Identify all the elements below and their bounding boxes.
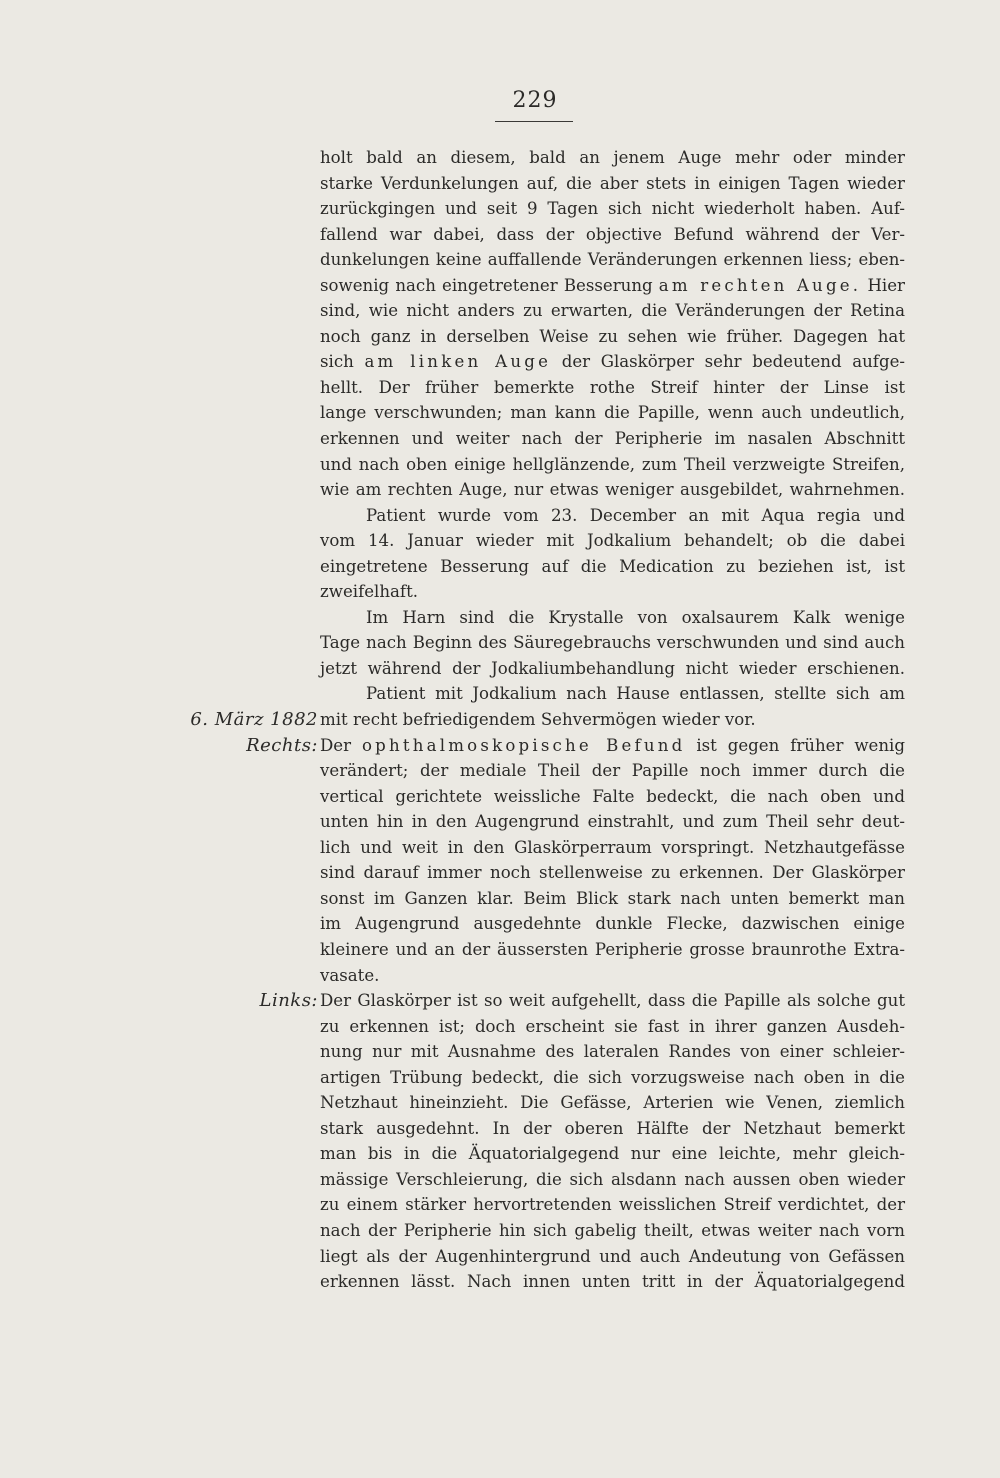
body-text	[190, 145, 905, 1295]
text-line	[190, 707, 905, 733]
text-line	[320, 860, 905, 886]
text-line	[320, 196, 905, 222]
text-line	[320, 1141, 905, 1167]
text-line	[320, 1269, 905, 1295]
margin-note: 6. März 1882	[190, 709, 318, 731]
spaced-emphasis: am rechten Auge.	[658, 275, 862, 295]
text-segment: Patient mit Jodkalium nach Hause entlassen, stellte sich am	[366, 684, 905, 704]
text-line	[320, 1116, 905, 1142]
text-line	[246, 733, 905, 759]
text-segment: Hier	[861, 275, 905, 295]
spaced-emphasis: ophthalmoskopische Befund	[361, 735, 686, 755]
text-line	[320, 349, 905, 375]
text-line	[320, 579, 905, 605]
text-line	[320, 784, 905, 810]
text-line	[320, 630, 905, 656]
text-segment: lich und weit in den Glaskörperraum vorspringt. Netzhautgefässe	[320, 837, 905, 857]
text-segment: Netzhaut hineinzieht. Die Gefässe, Arterien wie Venen, ziemlich	[320, 1093, 905, 1113]
text-line	[320, 835, 905, 861]
text-line	[259, 988, 905, 1014]
text-segment: sind darauf immer noch stellenweise zu erkennen. Der Glaskörper	[320, 863, 905, 883]
text-line	[320, 1039, 905, 1065]
text-segment: Im Harn sind die Krystalle von oxalsaurem Kalk wenige	[366, 607, 905, 627]
text-segment: zweifelhaft.	[320, 582, 419, 602]
margin-note: Rechts:	[246, 734, 318, 756]
text-segment: der Glaskörper sehr bedeutend aufge-	[551, 352, 905, 372]
page-number: 229	[512, 88, 558, 113]
text-line	[320, 605, 905, 631]
text-line	[320, 477, 905, 503]
text-line	[320, 656, 905, 682]
text-line	[320, 528, 905, 554]
text-line	[320, 886, 905, 912]
text-segment: man bis in die Äquatorialgegend nur eine leichte, mehr gleich-	[320, 1144, 905, 1164]
text-line	[320, 1192, 905, 1218]
page-number-rule	[495, 121, 573, 122]
text-segment: erkennen und weiter nach der Peripherie im nasalen Abschnitt	[320, 429, 905, 449]
text-line	[320, 400, 905, 426]
text-segment: Der Glaskörper ist so weit aufgehellt, dass die Papille als solche gut	[320, 991, 905, 1011]
text-segment: verändert; der mediale Theil der Papille noch immer durch die	[320, 761, 905, 781]
text-segment: Patient wurde vom 23. December an mit Aqua regia und	[366, 505, 905, 525]
text-segment: Tage nach Beginn des Säuregebrauchs verschwunden und sind auch	[320, 633, 905, 653]
text-segment: starke Verdunkelungen auf, die aber stets in einigen Tagen wieder	[320, 173, 905, 193]
text-segment: wie am rechten Auge, nur etwas weniger ausgebildet, wahrnehmen.	[320, 480, 905, 500]
text-line	[320, 809, 905, 835]
text-line	[320, 247, 905, 273]
text-segment: hellt. Der früher bemerkte rothe Streif hinter der Linse ist	[320, 377, 905, 397]
text-line	[320, 554, 905, 580]
text-segment: unten hin in den Augengrund einstrahlt, und zum Theil sehr deut-	[320, 812, 905, 832]
text-line	[320, 963, 905, 989]
text-line	[320, 758, 905, 784]
text-line	[320, 1014, 905, 1040]
text-segment: holt bald an diesem, bald an jenem Auge mehr oder minder	[320, 148, 905, 167]
text-segment: noch ganz in derselben Weise zu sehen wie früher. Dagegen hat	[320, 326, 905, 346]
text-segment: jetzt während der Jodkaliumbehandlung nicht wieder erschienen.	[320, 658, 905, 678]
text-line	[320, 452, 905, 478]
text-segment: mit recht befriedigendem Sehvermögen wieder vor.	[320, 710, 756, 730]
text-segment: zurückgingen und seit 9 Tagen sich nicht wiederholt haben. Auf-	[320, 199, 905, 219]
text-segment: und nach oben einige hellglänzende, zum Theil verzweigte Streifen,	[320, 454, 905, 474]
text-segment: sonst im Ganzen klar. Beim Blick stark nach unten bemerkt man	[320, 888, 905, 908]
text-line	[320, 171, 905, 197]
text-line	[320, 273, 905, 299]
text-line	[320, 1090, 905, 1116]
text-segment: fallend war dabei, dass der objective Befund während der Ver-	[320, 224, 905, 244]
spaced-emphasis: am linken Auge	[364, 352, 552, 372]
text-segment: stark ausgedehnt. In der oberen Hälfte der Netzhaut bemerkt	[320, 1118, 905, 1138]
text-segment: eingetretene Besserung auf die Medication zu beziehen ist, ist	[320, 556, 905, 576]
text-line	[320, 375, 905, 401]
text-line	[320, 503, 905, 529]
text-line	[320, 681, 905, 707]
text-line	[320, 1167, 905, 1193]
text-line	[320, 145, 905, 171]
margin-note: Links:	[259, 990, 318, 1012]
text-segment: zu erkennen ist; doch erscheint sie fast in ihrer ganzen Ausdeh-	[320, 1016, 905, 1036]
text-line	[320, 937, 905, 963]
text-segment: lange verschwunden; man kann die Papille, wenn auch undeutlich,	[320, 403, 905, 423]
text-line	[320, 222, 905, 248]
text-segment: im Augengrund ausgedehnte dunkle Flecke, dazwischen einige	[320, 914, 905, 934]
text-segment: dunkelungen keine auffallende Veränderungen erkennen liess; eben-	[320, 250, 905, 270]
text-segment: zu einem stärker hervortretenden weisslichen Streif verdichtet, der	[320, 1195, 905, 1215]
text-segment: nach der Peripherie hin sich gabelig theilt, etwas weiter nach vorn	[320, 1220, 905, 1240]
text-segment: erkennen lässt. Nach innen unten tritt in der Äquatorialgegend	[320, 1272, 905, 1292]
text-line	[320, 1065, 905, 1091]
text-segment: mässige Verschleierung, die sich alsdann nach aussen oben wieder	[320, 1169, 905, 1189]
text-segment: liegt als der Augenhintergrund und auch Andeutung von Gefässen	[320, 1246, 905, 1266]
text-segment: sind, wie nicht anders zu erwarten, die Veränderungen der Retina	[320, 301, 905, 321]
text-segment: vasate.	[320, 965, 380, 985]
text-segment: sowenig nach eingetretener Besserung	[320, 275, 659, 295]
text-segment: ist gegen früher wenig	[685, 735, 905, 755]
text-segment: artigen Trübung bedeckt, die sich vorzugsweise nach oben in die	[320, 1067, 905, 1087]
text-line	[320, 324, 905, 350]
text-line	[320, 911, 905, 937]
text-line	[320, 1244, 905, 1270]
text-segment: kleinere und an der äussersten Peripherie grosse braunrothe Extra-	[320, 939, 905, 959]
text-line	[320, 1218, 905, 1244]
text-line	[320, 298, 905, 324]
text-segment: nung nur mit Ausnahme des lateralen Randes von einer schleier-	[320, 1042, 905, 1062]
text-segment: vertical gerichtete weissliche Falte bedeckt, die nach oben und	[320, 786, 905, 806]
text-segment: Der	[320, 735, 362, 755]
text-segment: sich	[320, 352, 365, 372]
text-segment: vom 14. Januar wieder mit Jodkalium behandelt; ob die dabei	[320, 531, 905, 551]
text-line	[320, 426, 905, 452]
